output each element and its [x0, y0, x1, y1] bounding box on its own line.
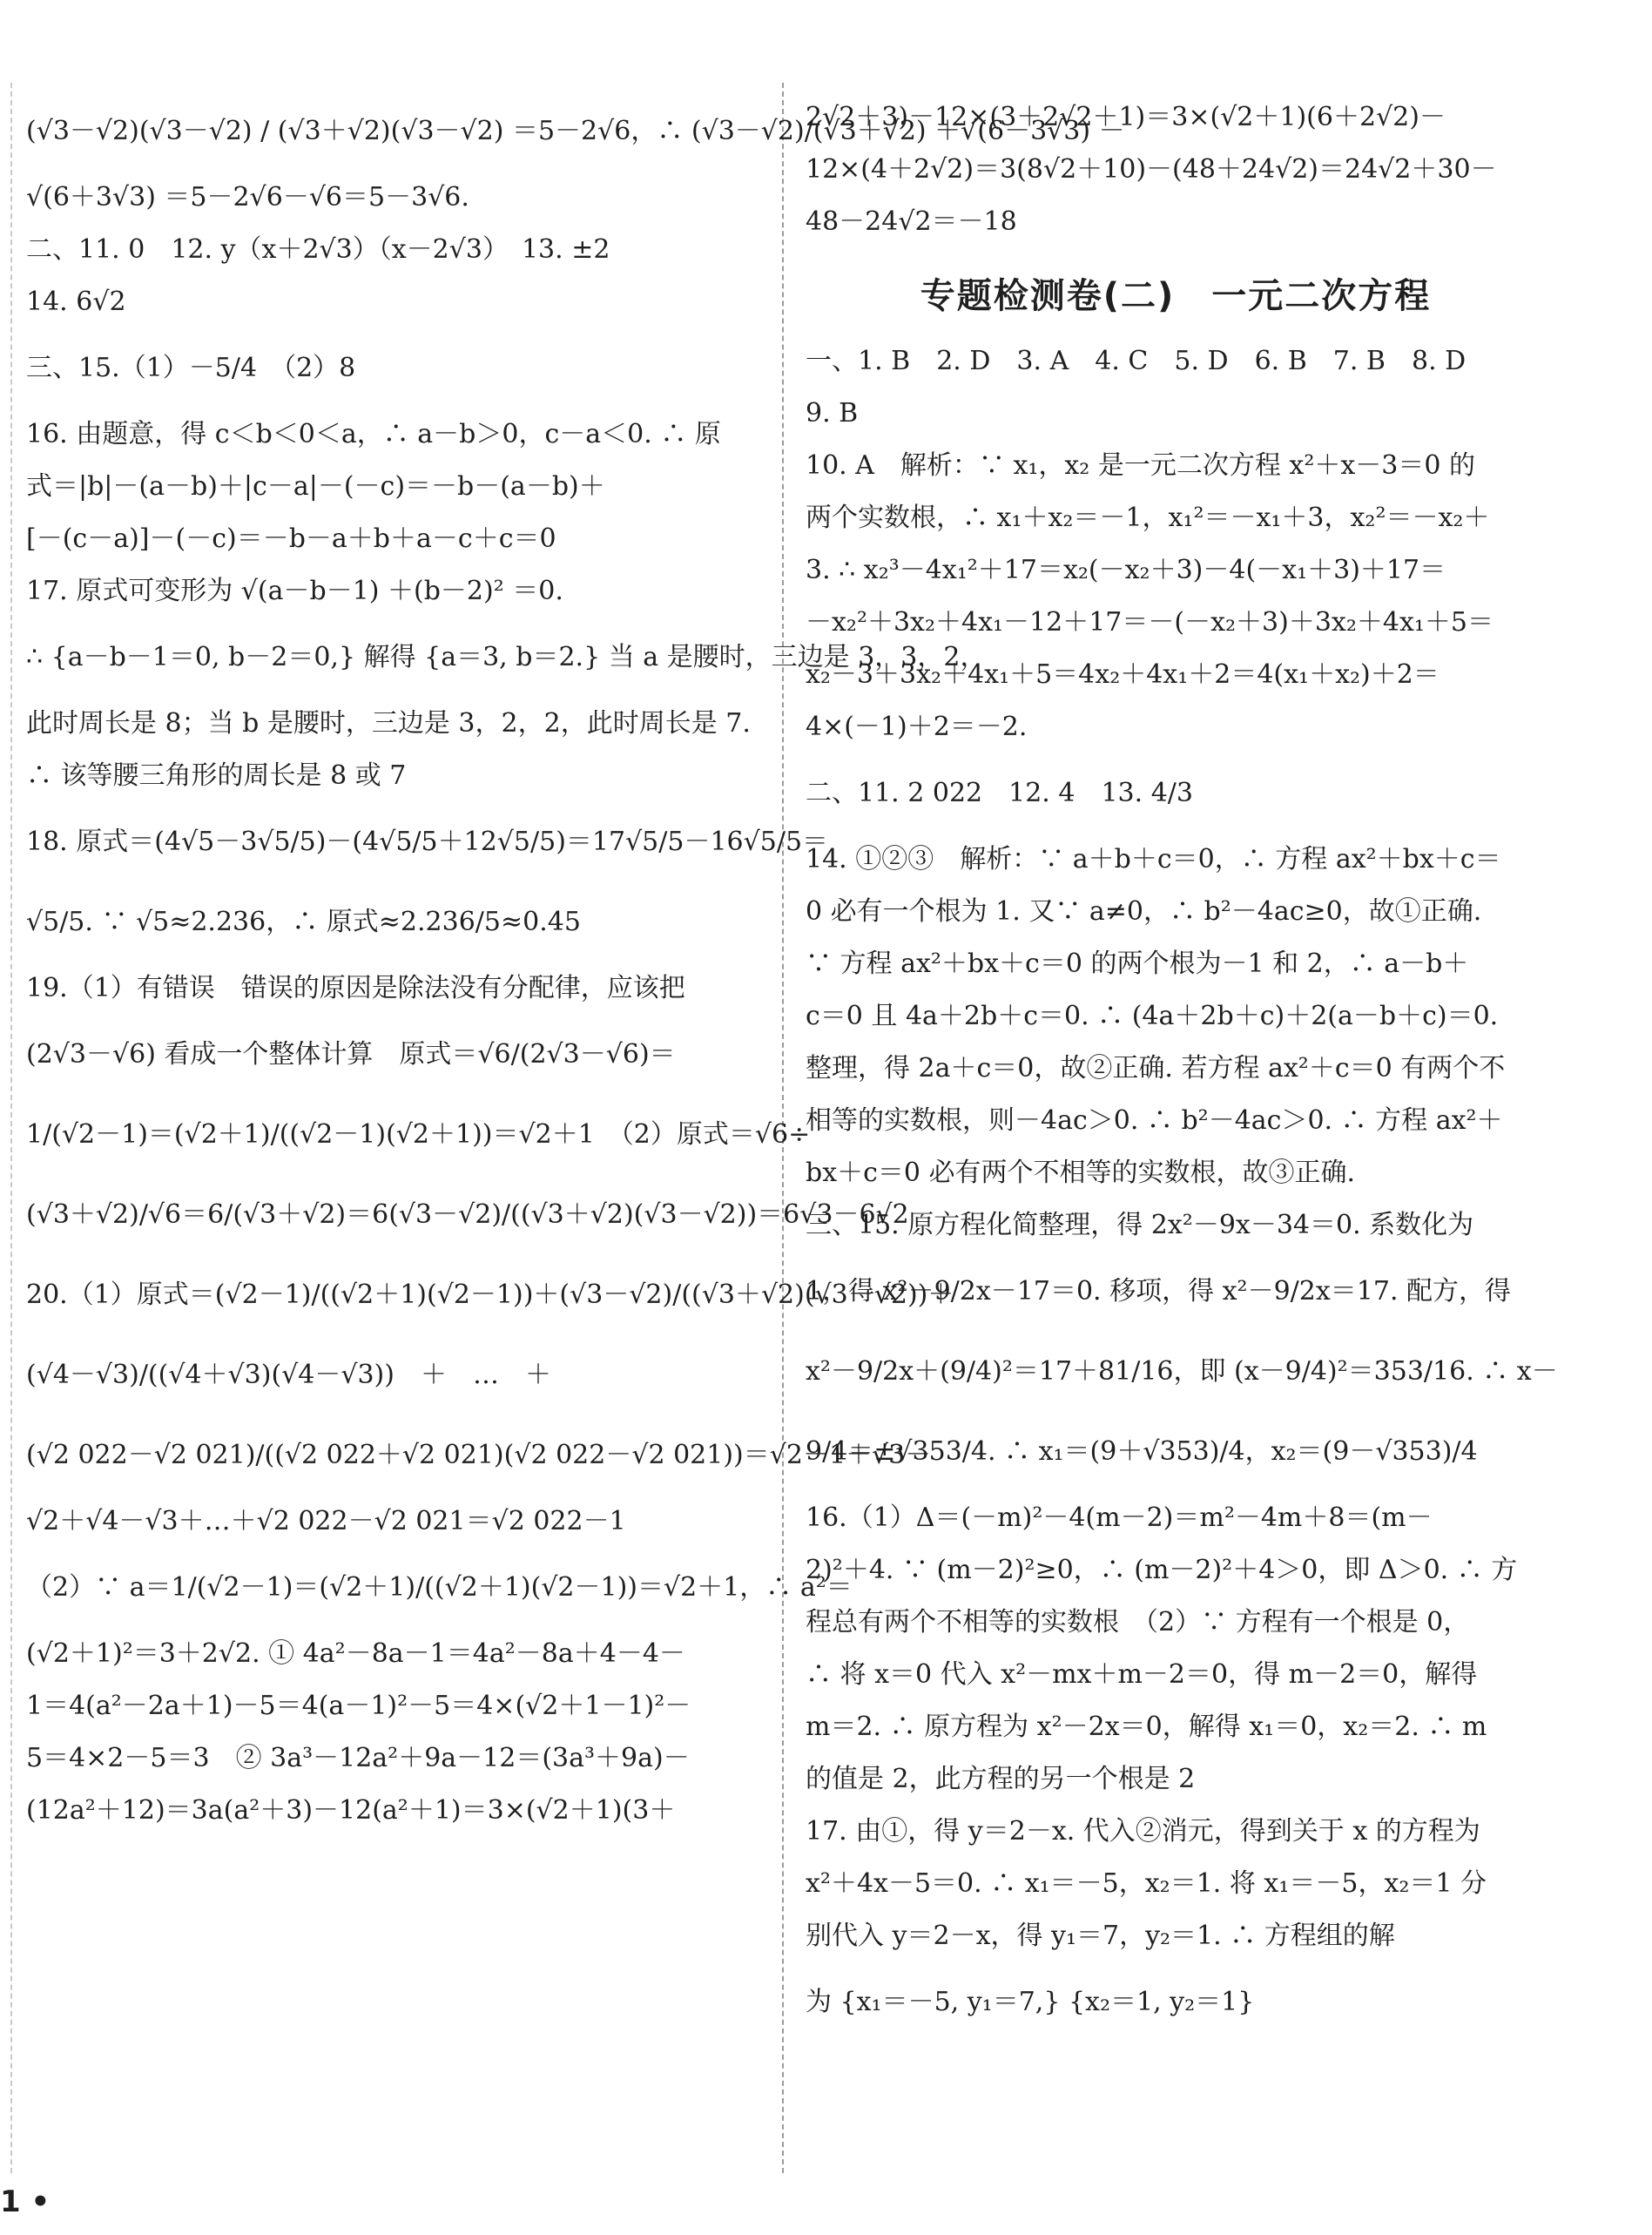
answer-line: 3. ∴ x₂³－4x₁²＋17＝x₂(－x₂＋3)－4(－x₁＋3)＋17＝: [806, 555, 1446, 585]
answer-line: (√2＋1)²＝3＋2√2. ① 4a²－8a－1＝4a²－8a＋4－4－: [26, 1638, 685, 1669]
answer-line: 二、11. 2 022 12. 4 13. 4/3: [806, 778, 1193, 808]
section-title: 专题检测卷(二) 一元二次方程: [920, 276, 1432, 316]
answer-line: 10. A 解析：∵ x₁，x₂ 是一元二次方程 x²＋x－3＝0 的: [806, 450, 1475, 481]
answer-line: 9. B: [806, 398, 859, 429]
answer-line: 4×(－1)＋2＝－2.: [806, 712, 1028, 742]
answer-line: 三、15.（1）－5/4 （2）8: [26, 353, 356, 383]
answer-line: 相等的实数根，则－4ac＞0. ∴ b²－4ac＞0. ∴ 方程 ax²＋: [806, 1105, 1503, 1136]
answer-line: ∵ 方程 ax²＋bx＋c＝0 的两个根为－1 和 2，∴ a－b＋: [806, 949, 1469, 979]
answer-line: 程总有两个不相等的实数根 （2）∵ 方程有一个根是 0，: [806, 1607, 1470, 1637]
answer-line: 20.（1）原式＝(√2－1)/((√2＋1)(√2－1))＋(√3－√2)/((√3＋√2)(√3－√2))＋: [26, 1280, 954, 1310]
answer-line: 19.（1）有错误 错误的原因是除法没有分配律，应该把: [26, 973, 685, 1003]
answer-line: 18. 原式＝(4√5－3√5/5)－(4√5/5＋12√5/5)＝17√5/5－16√5/5＝: [26, 827, 829, 857]
answer-line: x²－9/2x＋(9/4)²＝17＋81/16，即 (x－9/4)²＝353/16. ∴ x－: [806, 1356, 1558, 1387]
answer-line: c＝0 且 4a＋2b＋c＝0. ∴ (4a＋2b＋c)＋2(a－b＋c)＝0.: [806, 1001, 1499, 1031]
answer-line: ∴ 该等腰三角形的周长是 8 或 7: [26, 760, 407, 791]
answer-line: 17. 由①，得 y＝2－x. 代入②消元，得到关于 x 的方程为: [806, 1816, 1480, 1847]
answer-line: √5/5. ∵ √5≈2.236，∴ 原式≈2.236/5≈0.45: [26, 907, 581, 937]
answer-line: 别代入 y＝2－x，得 y₁＝7，y₂＝1. ∴ 方程组的解: [806, 1921, 1395, 1951]
answer-line: (12a²＋12)＝3a(a²＋3)－12(a²＋1)＝3×(√2＋1)(3＋: [26, 1795, 676, 1826]
answer-line: 两个实数根，∴ x₁＋x₂＝－1，x₁²＝－x₁＋3，x₂²＝－x₂＋: [806, 503, 1490, 533]
answer-line: [－(c－a)]－(－c)＝－b－a＋b＋a－c＋c＝0: [26, 523, 556, 554]
answer-line: √(6＋3√3) ＝5－2√6－√6＝5－3√6.: [26, 182, 469, 213]
answer-line: (2√3－√6) 看成一个整体计算 原式＝√6/(2√3－√6)＝: [26, 1039, 676, 1070]
answer-line: (√3－√2)(√3－√2) / (√3＋√2)(√3－√2) ＝5－2√6，∴ (√3－√2)/(√3＋√2) ＋√(6－3√3) －: [26, 116, 1125, 146]
answer-line: 14. 6√2: [26, 287, 126, 317]
answer-line: 16. 由题意，得 c＜b＜0＜a，∴ a－b＞0，c－a＜0. ∴ 原: [26, 419, 721, 449]
answer-line: x₂－3＋3x₂＋4x₁＋5＝4x₂＋4x₁＋2＝4(x₁＋x₂)＋2＝: [806, 659, 1440, 690]
answer-line: 1，得 x²－9/2x－17＝0. 移项，得 x²－9/2x＝17. 配方，得: [806, 1276, 1512, 1307]
answer-line: ∴ {a－b－1＝0, b－2＝0,} 解得 {a＝3, b＝2.} 当 a 是腰时，三边是 3，3，2，: [26, 642, 987, 672]
answer-line: 式＝|b|－(a－b)＋|c－a|－(－c)＝－b－(a－b)＋: [26, 471, 605, 502]
right-column: [806, 91, 1558, 2043]
answer-line: 的值是 2，此方程的另一个根是 2: [806, 1764, 1196, 1794]
answer-line: (√3＋√2)/√6＝6/(√3＋√2)＝6(√3－√2)/((√3＋√2)(√3－√2))＝6√3－6√2: [26, 1199, 909, 1230]
answer-line: √2＋√4－√3＋…＋√2 022－√2 021＝√2 022－1: [26, 1506, 626, 1536]
answer-line: x²＋4x－5＝0. ∴ x₁＝－5，x₂＝1. 将 x₁＝－5，x₂＝1 分: [806, 1868, 1487, 1899]
answer-line: (√2 022－√2 021)/((√2 022＋√2 021)(√2 022－√2 021))＝√2－1＋√3－: [26, 1440, 932, 1470]
page-number: 1 •: [0, 2184, 51, 2219]
left-margin-rule: [10, 83, 12, 2173]
answer-line: 14. ①②③ 解析：∵ a＋b＋c＝0，∴ 方程 ax²＋bx＋c＝: [806, 844, 1501, 874]
answer-line: m＝2. ∴ 原方程为 x²－2x＝0，解得 x₁＝0，x₂＝2. ∴ m: [806, 1712, 1487, 1742]
answer-line: 9/4＝±√353/4. ∴ x₁＝(9＋√353)/4，x₂＝(9－√353)/4: [806, 1436, 1478, 1467]
answer-line: 为 {x₁＝－5, y₁＝7,} {x₂＝1, y₂＝1}: [806, 1987, 1255, 2017]
answer-line: (√4－√3)/((√4＋√3)(√4－√3)) ＋ … ＋: [26, 1360, 551, 1390]
answer-line: 此时周长是 8；当 b 是腰时，三边是 3，2，2，此时周长是 7.: [26, 708, 751, 739]
answer-line: 5＝4×2－5＝3 ② 3a³－12a²＋9a－12＝(3a³＋9a)－: [26, 1743, 690, 1773]
answer-line: 1/(√2－1)＝(√2＋1)/((√2－1)(√2＋1))＝√2＋1 （2）原式＝√6÷: [26, 1119, 811, 1150]
answer-line: ∴ 将 x＝0 代入 x²－mx＋m－2＝0，得 m－2＝0，解得: [806, 1659, 1478, 1690]
answer-line: bx＋c＝0 必有两个不相等的实数根，故③正确.: [806, 1158, 1356, 1188]
answer-line: 12×(4＋2√2)＝3(8√2＋10)－(48＋24√2)＝24√2＋30－: [806, 154, 1497, 185]
answer-line: 2√2＋3)－12×(3＋2√2＋1)＝3×(√2＋1)(6＋2√2)－: [806, 102, 1446, 132]
answer-line: 1＝4(a²－2a＋1)－5＝4(a－1)²－5＝4×(√2＋1－1)²－: [26, 1691, 691, 1721]
answer-line: 16.（1）Δ＝(－m)²－4(m－2)＝m²－4m＋8＝(m－: [806, 1502, 1433, 1533]
answer-line: 三、15. 原方程化简整理，得 2x²－9x－34＝0. 系数化为: [806, 1210, 1474, 1240]
answer-line: （2）∵ a＝1/(√2－1)＝(√2＋1)/((√2＋1)(√2－1))＝√2＋1，∴ a²＝: [26, 1572, 853, 1603]
answer-line: 48－24√2＝－18: [806, 206, 1017, 237]
answer-line: 2)²＋4. ∵ (m－2)²≥0，∴ (m－2)²＋4＞0，即 Δ＞0. ∴ 方: [806, 1555, 1518, 1585]
answer-line: 整理，得 2a＋c＝0，故②正确. 若方程 ax²＋c＝0 有两个不: [806, 1053, 1506, 1084]
answer-line: －x₂²＋3x₂＋4x₁－12＋17＝－(－x₂＋3)＋3x₂＋4x₁＋5＝: [806, 607, 1494, 638]
answer-line: 0 必有一个根为 1. 又∵ a≠0，∴ b²－4ac≥0，故①正确.: [806, 896, 1482, 927]
answer-line: 一、1. B 2. D 3. A 4. C 5. D 6. B 7. B 8. D: [806, 346, 1467, 376]
answer-line: 二、11. 0 12. y（x＋2√3）（x－2√3） 13. ±2: [26, 234, 610, 265]
answer-line: 17. 原式可变形为 √(a－b－1) ＋(b－2)² ＝0.: [26, 576, 563, 606]
